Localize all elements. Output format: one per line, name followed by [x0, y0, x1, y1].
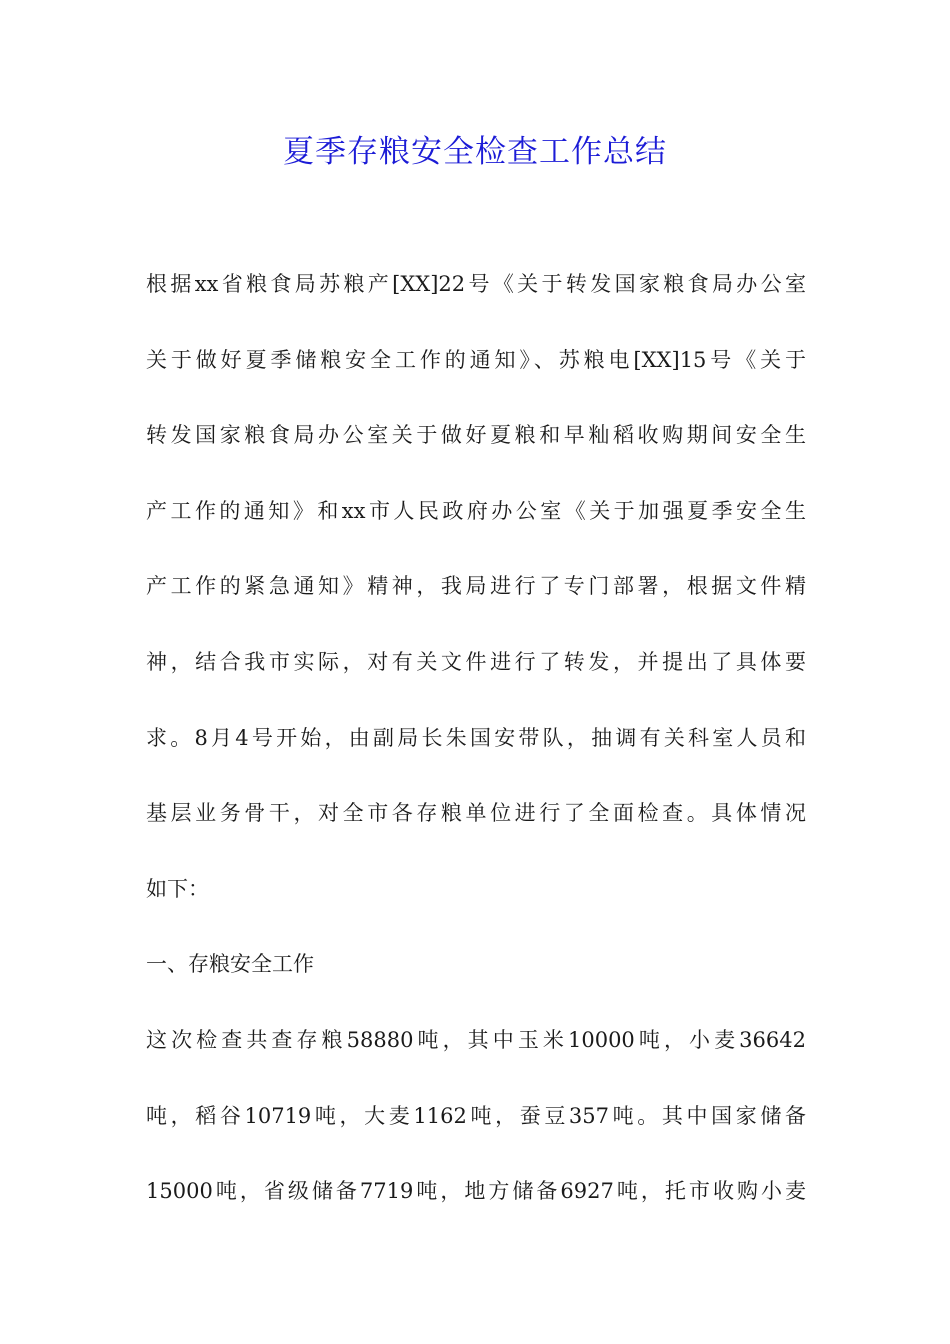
document-body: [146, 265, 806, 1248]
body-line: 神，结合我市实际，对有关文件进行了转发，并提出了具体要: [146, 649, 806, 674]
body-line: 根据xx省粮食局苏粮产[XX]22号《关于转发国家粮食局办公室: [146, 272, 806, 296]
body-line: 转发国家粮食局办公室关于做好夏粮和早籼稻收购期间安全生: [146, 423, 806, 448]
body-line: 吨，稻谷10719吨，大麦1162吨，蚕豆357吨。其中国家储备: [146, 1103, 806, 1128]
body-line: 产工作的通知》和xx市人民政府办公室《关于加强夏季安全生: [146, 498, 806, 523]
body-line: 这次检查共查存粮58880吨，其中玉米10000吨，小麦36642: [146, 1027, 806, 1052]
body-line: 15000吨，省级储备7719吨，地方储备6927吨，托市收购小麦: [146, 1179, 806, 1204]
body-line: 关于做好夏季储粮安全工作的通知》、苏粮电[XX]15号《关于: [146, 347, 806, 372]
body-line: 如下：: [146, 876, 209, 901]
document-title: 夏季存粮安全检查工作总结: [283, 134, 667, 170]
section-heading: 一、存粮安全工作: [146, 952, 314, 977]
body-line: 求。8月4号开始，由副局长朱国安带队，抽调有关科室人员和: [146, 725, 806, 750]
body-line: 基层业务骨干，对全市各存粮单位进行了全面检查。具体情况: [146, 801, 806, 826]
body-line: 产工作的紧急通知》精神，我局进行了专门部署，根据文件精: [146, 574, 806, 599]
